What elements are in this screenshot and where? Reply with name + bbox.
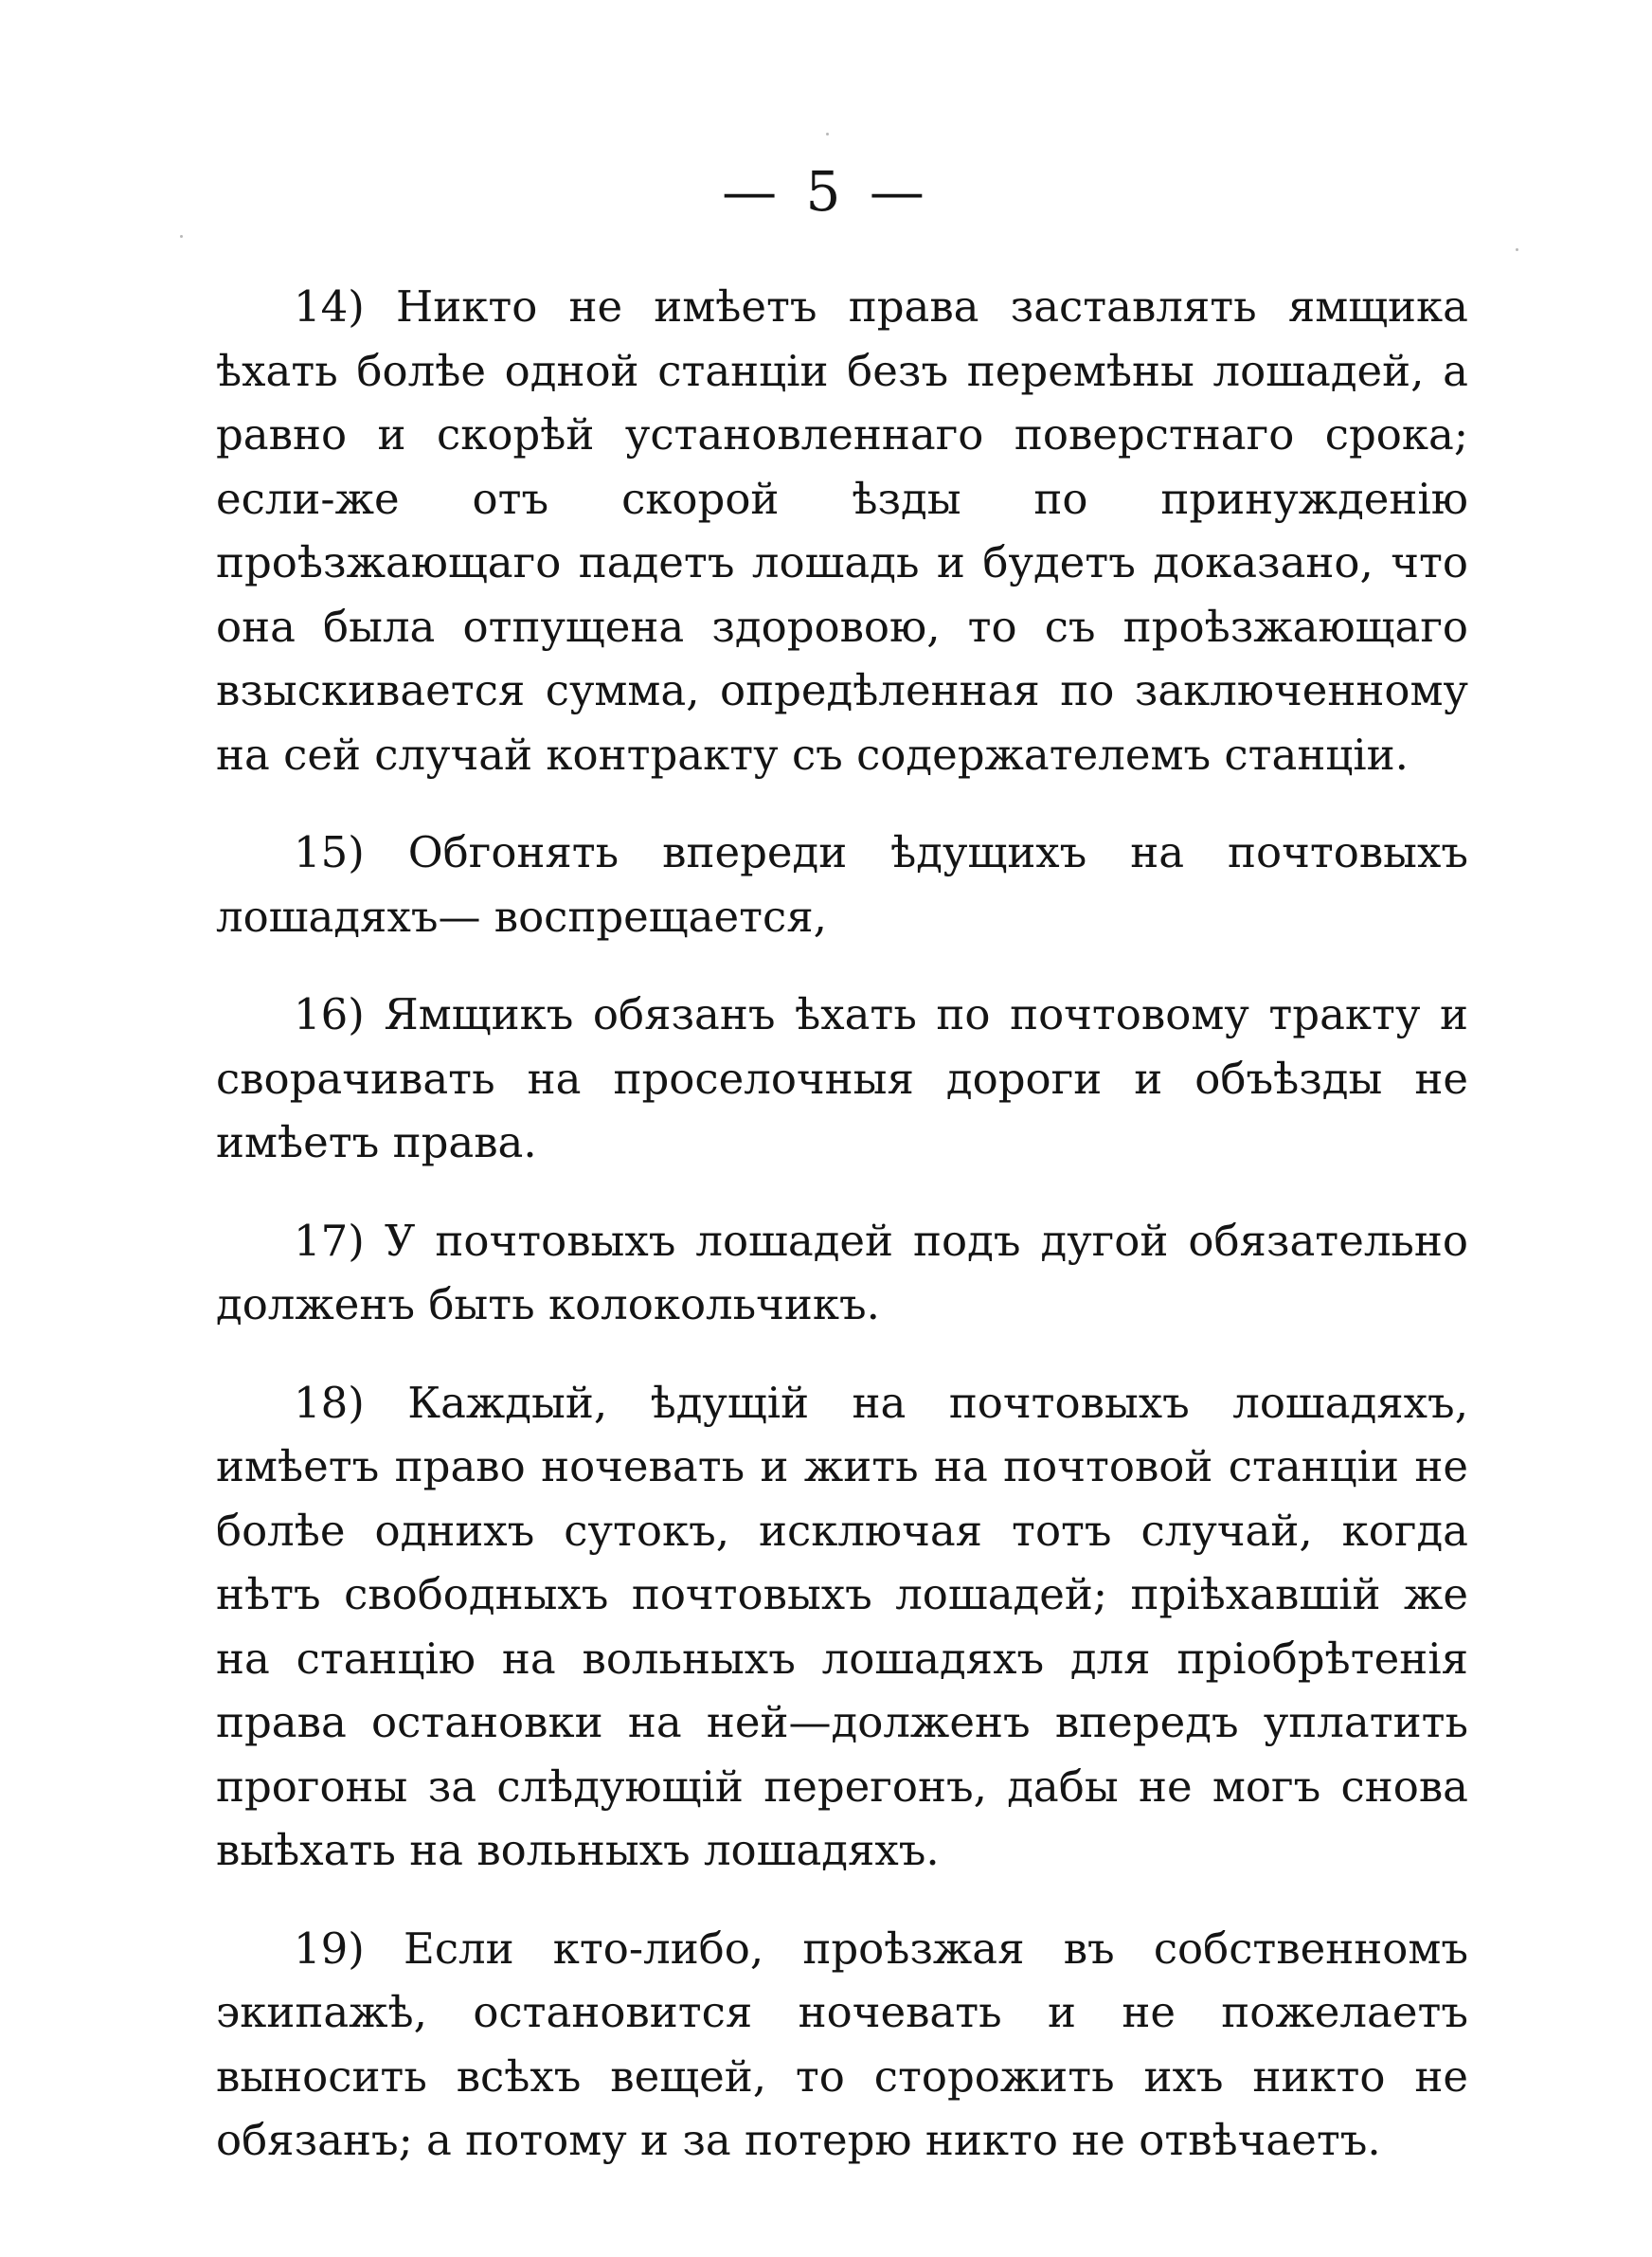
paper-speck [180,235,183,238]
paragraph-19: 19) Если кто-либо, проѣзжая въ собственномъ экипажѣ, остановится ночевать и не пожелаетъ выносить всѣхъ вещей, то сторожить ихъ никто не обязанъ; а потому и за потерю никто не отвѣчаетъ. [216,1923,1468,2165]
page-number: — 5 — [722,159,930,224]
paper-speck [1516,248,1518,251]
paragraph-15: 15) Обгонять впереди ѣдущихъ на почтовыхъ лошадяхъ— воспрещается, [216,827,1468,942]
paragraph-17: 17) У почтовыхъ лошадей подъ дугой обязательно долженъ быть колокольчикъ. [216,1215,1468,1329]
paragraph-18: 18) Каждый, ѣдущій на почтовыхъ лошадяхъ, имѣетъ право ночевать и жить на почтовой станціи не болѣе однихъ сутокъ, исключая тотъ случай, когда нѣтъ свободныхъ почтовыхъ лошадей; пріѣхавшій же на станцію на вольныхъ лошадяхъ для пріобрѣтенія права остановки на ней—долженъ впередъ уплатить прогоны за слѣдующій перегонъ, дабы не могъ снова выѣхать на вольныхъ лошадяхъ. [216,1377,1468,1875]
paper-speck [826,133,829,135]
paragraph-14: 14) Никто не имѣетъ права заставлять ямщика ѣхать болѣе одной станціи безъ перемѣны лошадей, а равно и скорѣй установленнаго поверстнаго срока; если-же отъ скорой ѣзды по принужденію проѣзжающаго падетъ лошадь и будетъ доказано, что она была отпущена здоровою, то съ проѣзжающаго взыскивается сумма, опредѣленная по заключенному на сей случай контракту съ содержателемъ станціи. [216,281,1468,780]
page-body [216,275,1468,2173]
paragraph-16: 16) Ямщикъ обязанъ ѣхать по почтовому тракту и сворачивать на проселочныя дороги и объѣзды не имѣетъ права. [216,989,1468,1167]
